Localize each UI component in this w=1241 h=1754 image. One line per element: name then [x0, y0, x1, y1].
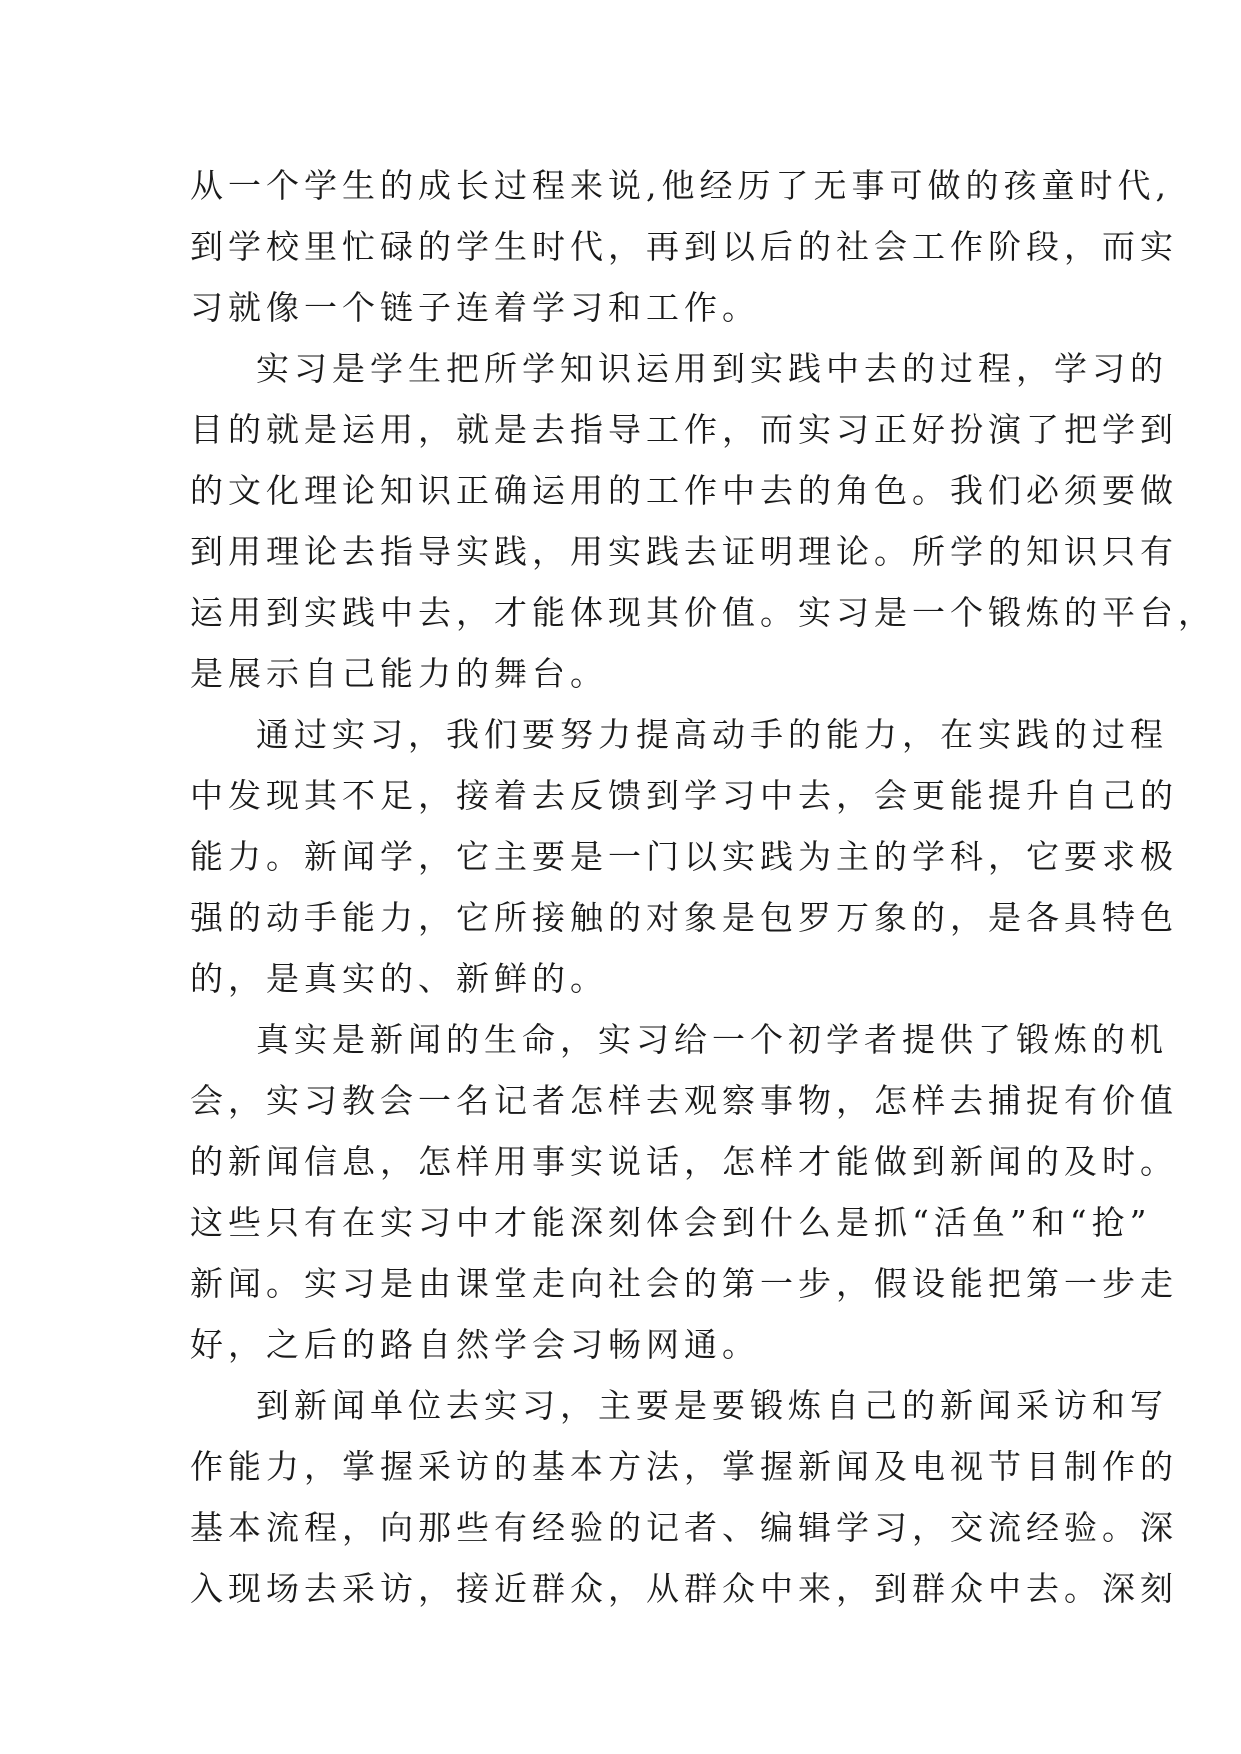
- paragraph: [190, 1375, 1178, 1619]
- text-line: 目的就是运用，就是去指导工作，而实习正好扮演了把学到: [190, 410, 1178, 449]
- text-line: 的，是真实的、新鲜的。: [190, 959, 608, 998]
- text-line: 能力。新闻学，它主要是一门以实践为主的学科，它要求极: [190, 837, 1178, 876]
- text-line: 中发现其不足，接着去反馈到学习中去，会更能提升自己的: [190, 776, 1178, 815]
- text-line: 基本流程，向那些有经验的记者、编辑学习，交流经验。深: [190, 1508, 1178, 1547]
- text-line: 的新闻信息，怎样用事实说话，怎样才能做到新闻的及时。: [190, 1142, 1178, 1181]
- text-line-first: 到新闻单位去实习，主要是要锻炼自己的新闻采访和写: [256, 1386, 1168, 1425]
- text-line: 到用理论去指导实践，用实践去证明理论。所学的知识只有: [190, 532, 1178, 571]
- text-line: 强的动手能力，它所接触的对象是包罗万象的，是各具特色: [190, 898, 1178, 937]
- text-line-first: 实习是学生把所学知识运用到实践中去的过程，学习的: [256, 349, 1168, 388]
- paragraph: [190, 1009, 1178, 1375]
- paragraph: [190, 704, 1178, 1009]
- text-line-first: 真实是新闻的生命，实习给一个初学者提供了锻炼的机: [256, 1020, 1168, 1059]
- text-line: 会，实习教会一名记者怎样去观察事物，怎样去捕捉有价值: [190, 1081, 1178, 1120]
- text-line: 新闻。实习是由课堂走向社会的第一步，假设能把第一步走: [190, 1264, 1178, 1303]
- text-line: 是展示自己能力的舞台。: [190, 654, 608, 693]
- paragraph: [190, 338, 1216, 704]
- text-line: 入现场去采访，接近群众，从群众中来，到群众中去。深刻: [190, 1569, 1178, 1608]
- text-line: 这些只有在实习中才能深刻体会到什么是抓“活鱼”和“抢”: [190, 1203, 1152, 1242]
- text-line: 作能力，掌握采访的基本方法，掌握新闻及电视节目制作的: [190, 1447, 1178, 1486]
- document-body: [190, 155, 1216, 1619]
- text-line: 从一个学生的成长过程来说,他经历了无事可做的孩童时代,: [190, 166, 1171, 205]
- text-line: 的文化理论知识正确运用的工作中去的角色。我们必须要做: [190, 471, 1178, 510]
- text-line: 运用到实践中去，才能体现其价值。实习是一个锻炼的平台，: [190, 593, 1216, 632]
- text-line-first: 通过实习，我们要努力提高动手的能力，在实践的过程: [256, 715, 1168, 754]
- text-line: 到学校里忙碌的学生时代，再到以后的社会工作阶段，而实: [190, 227, 1178, 266]
- paragraph: [190, 155, 1178, 338]
- text-line: 好，之后的路自然学会习畅网通。: [190, 1325, 760, 1364]
- text-line: 习就像一个链子连着学习和工作。: [190, 288, 760, 327]
